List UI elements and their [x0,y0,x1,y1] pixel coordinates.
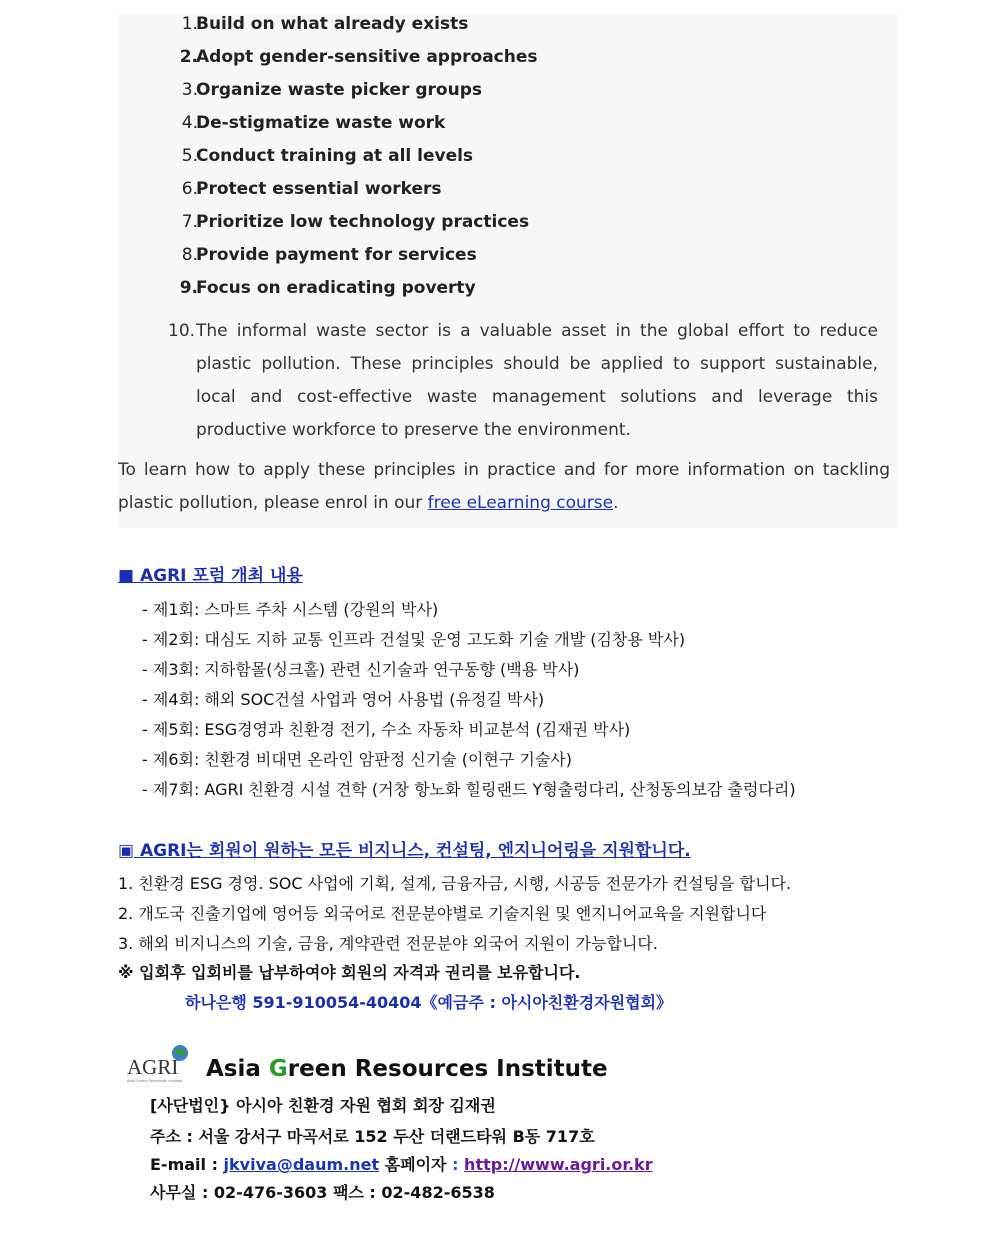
forum-item: - 제7회: AGRI 친환경 시설 견학 (거창 항노화 힐링랜드 Y형출렁다리, 산청동의보감 출렁다리) [142,780,796,799]
forum-item: - 제4회: 해외 SOC건설 사업과 영어 사용법 (유정길 박사) [142,690,545,709]
principle-10 [168,315,878,447]
principle-number: 2. [179,47,198,67]
institute-name-g: G [268,1056,288,1082]
principle-text: Build on what already exists [196,14,469,34]
business-item: 3. 해외 비지니스의 기술, 금융, 계약관련 전문분야 외국어 지원이 가능합니다. [118,934,658,953]
principle-10-text: The informal waste sector is a valuable asset in the global effort to reduce plastic pollution. These principles should be applied to support sustainable, local and cost-effective waste management solutions and leverage this productive workforce to preserve the environment. [196,321,878,440]
logo-text: AGRI [127,1055,179,1079]
contact-line [150,1152,653,1175]
principle-number: 6. [181,179,198,199]
principle-number: 1. [181,14,198,34]
principle-text: Organize waste picker groups [196,80,482,100]
forum-item: - 제6회: 친환경 비대면 온라인 암판정 신기술 (이현구 기술사) [142,750,573,769]
institute-name [206,1056,608,1082]
email-label: E-mail : [150,1155,224,1174]
principle-number: 4. [181,113,198,133]
principle-10-number: 10. [168,321,196,341]
forum-item: - 제3회: 지하함몰(싱크홀) 관련 신기술과 연구동향 (백용 박사) [142,660,580,679]
principle-number: 9. [179,278,198,298]
principle-text: Protect essential workers [196,179,442,199]
address-line: 주소 : 서울 강서구 마곡서로 152 두산 더랜드타워 B동 717호 [150,1127,595,1146]
forum-title: ■ AGRI 포럼 개최 내용 [118,566,303,586]
principle-number: 5. [181,146,198,166]
principle-text: Conduct training at all levels [196,146,474,166]
business-item: 1. 친환경 ESG 경영. SOC 사업에 기획, 설계, 금융자금, 시행, 시공등 전문가가 컨설팅을 합니다. [118,874,792,893]
organization-line: [사단법인} 아시아 친환경 자원 협회 회장 김재권 [150,1096,496,1115]
logo-subtext: Asia Green Resources Institute [127,1078,183,1083]
principle-number: 8. [181,245,198,265]
institute-name-b: reen Resources Institute [287,1056,608,1082]
principle-number: 3. [181,80,198,100]
learn-text: To learn how to apply these principles in practice and for more information on tackling plastic pollution, please enrol in our [118,460,890,513]
forum-list [142,595,796,805]
forum-item: - 제1회: 스마트 주차 시스템 (강원의 박사) [142,600,439,619]
agri-logo-icon [124,1044,194,1086]
principle-text: Provide payment for services [196,245,477,265]
principle-text: Prioritize low technology practices [196,212,530,232]
principle-number: 7. [181,212,198,232]
institute-name-a: Asia [206,1056,269,1082]
business-title: ▣ AGRI는 회원이 원하는 모든 비지니스, 컨설팅, 엔지니어링을 지원합니다. [118,841,691,861]
bank-account: 하나은행 591-910054-40404《예금주 : 아시아친환경자원협회》 [185,993,673,1012]
phone-line: 사무실 : 02-476-3603 팩스 : 02-482-6538 [150,1183,495,1202]
learn-paragraph [118,454,890,520]
email-link[interactable]: jkviva@daum.net [223,1155,380,1174]
principles-box [118,14,898,528]
business-list [118,869,791,959]
membership-note: ※ 입회후 입회비를 납부하여야 회원의 자격과 권리를 보유합니다. [118,963,581,982]
forum-item: - 제2회: 대심도 지하 교통 인프라 건설및 운영 고도화 기술 개발 (김창용 박사) [142,630,686,649]
homepage-colon: : [452,1155,459,1174]
business-item: 2. 개도국 진출기업에 영어등 외국어로 전문분야별로 기술지원 및 엔지니어교육을 지원합니다 [118,904,767,923]
homepage-link[interactable]: http://www.agri.or.kr [464,1155,653,1174]
principle-text: Adopt gender-sensitive approaches [196,47,538,67]
elearning-course-link[interactable]: free eLearning course [427,493,614,513]
learn-period: . [613,493,619,513]
homepage-label: 홈페이자 [379,1155,453,1174]
forum-item: - 제5회: ESG경영과 친환경 전기, 수소 자동차 비교분석 (김재권 박사) [142,720,631,739]
principle-text: De-stigmatize waste work [196,113,446,133]
principle-text: Focus on eradicating poverty [196,278,476,298]
